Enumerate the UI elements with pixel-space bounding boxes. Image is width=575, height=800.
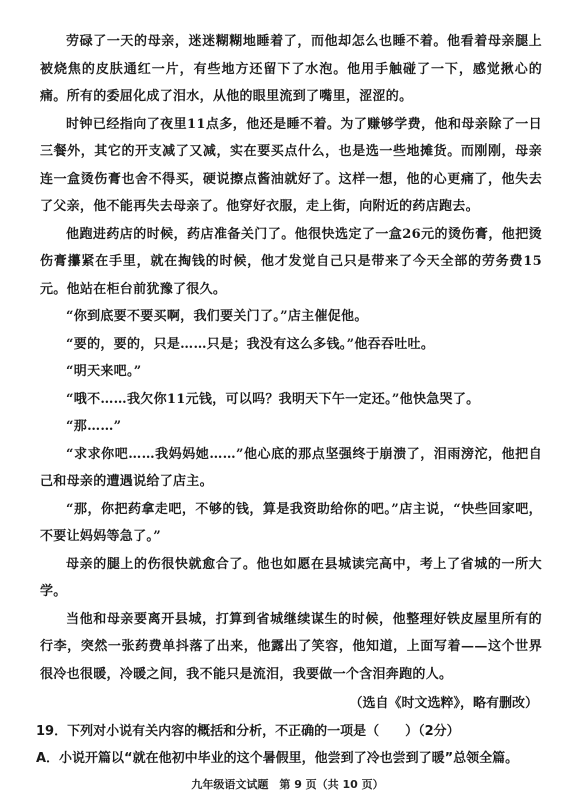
story-paragraph: 时钟已经指向了夜里11点多，他还是睡不着。为了赚够学费，他和母亲除了一日三餐外，其它的开支减了又减，实在要买点什么，也是选一些地摊货。而刚刚，母亲连一盒烫伤膏也舍不得买，硬说擦点酱油就好了。这样一想，他的心更痛了，他失去了父亲，他不能再失去母亲了。他穿好衣服，走上街，向附近的药店跑去。 — [40, 116, 542, 214]
dialog-line: “求求你吧……我妈妈她……”他心底的那点坚强终于崩溃了，泪雨滂沱，他把自己和母亲的遭遇说给了店主。 — [40, 446, 542, 489]
question-option-a: A．小说开篇以“就在他初中毕业的这个暑假里，他尝到了冷也尝到了暖”总领全篇。 — [36, 751, 519, 766]
story-paragraph: 母亲的腿上的伤很快就愈合了。他也如愿在县城读完高中，考上了省城的一所大学。 — [40, 556, 542, 599]
dialog-line: “那……” — [66, 419, 122, 434]
page-footer: 九年级语文试题 第 9 页（共 10 页） — [191, 778, 384, 791]
story-paragraph: 劳碌了一天的母亲，迷迷糊糊地睡着了，而他却怎么也睡不着。他看着母亲腿上被烧焦的皮肤通红一片，有些地方还留下了水泡。他用手触碰了一下，感觉揪心的痛。所有的委屈化成了泪水，从他的眼里流到了嘴里，涩涩的。 — [40, 34, 542, 104]
dialog-line: “要的，要的，只是……只是；我没有这么多钱。”他吞吞吐吐。 — [66, 336, 435, 352]
dialog-line: “明天来吧。” — [66, 364, 142, 379]
story-paragraph: 他跑进药店的时候，药店准备关门了。他很快选定了一盒26元的烫伤膏，他把烫伤膏攥紧在手里，就在掏钱的时候，他才发觉自己只是带来了今天全部的劳务费15元。他站在柜台前犹豫了很久。 — [40, 226, 542, 297]
dialog-line: “那，你把药拿走吧，不够的钱，算是我资助给你的吧。”店主说，“快些回家吧，不要让妈妈等急了。” — [40, 501, 542, 544]
dialog-line: “哦不……我欠你11元钱，可以吗？我明天下午一定还。”他快急哭了。 — [66, 391, 480, 407]
source-citation: （选自《时文选粹》，略有删改） — [349, 696, 538, 711]
dialog-line: “你到底要不要买啊，我们要关门了。”店主催促他。 — [66, 309, 368, 324]
question-stem: 19．下列对小说有关内容的概括和分析，不正确的一项是（ ）（2分） — [36, 724, 460, 739]
story-paragraph: 当他和母亲要离开县城，打算到省城继续谋生的时候，他整理好铁皮屋里所有的行李，突然一张药费单抖落了出来，他露出了笑容，他知道，上面写着——这个世界很冷也很暖，冷暖之间，我不能只是流泪，我要做一个含泪奔跑的人。 — [40, 611, 542, 682]
